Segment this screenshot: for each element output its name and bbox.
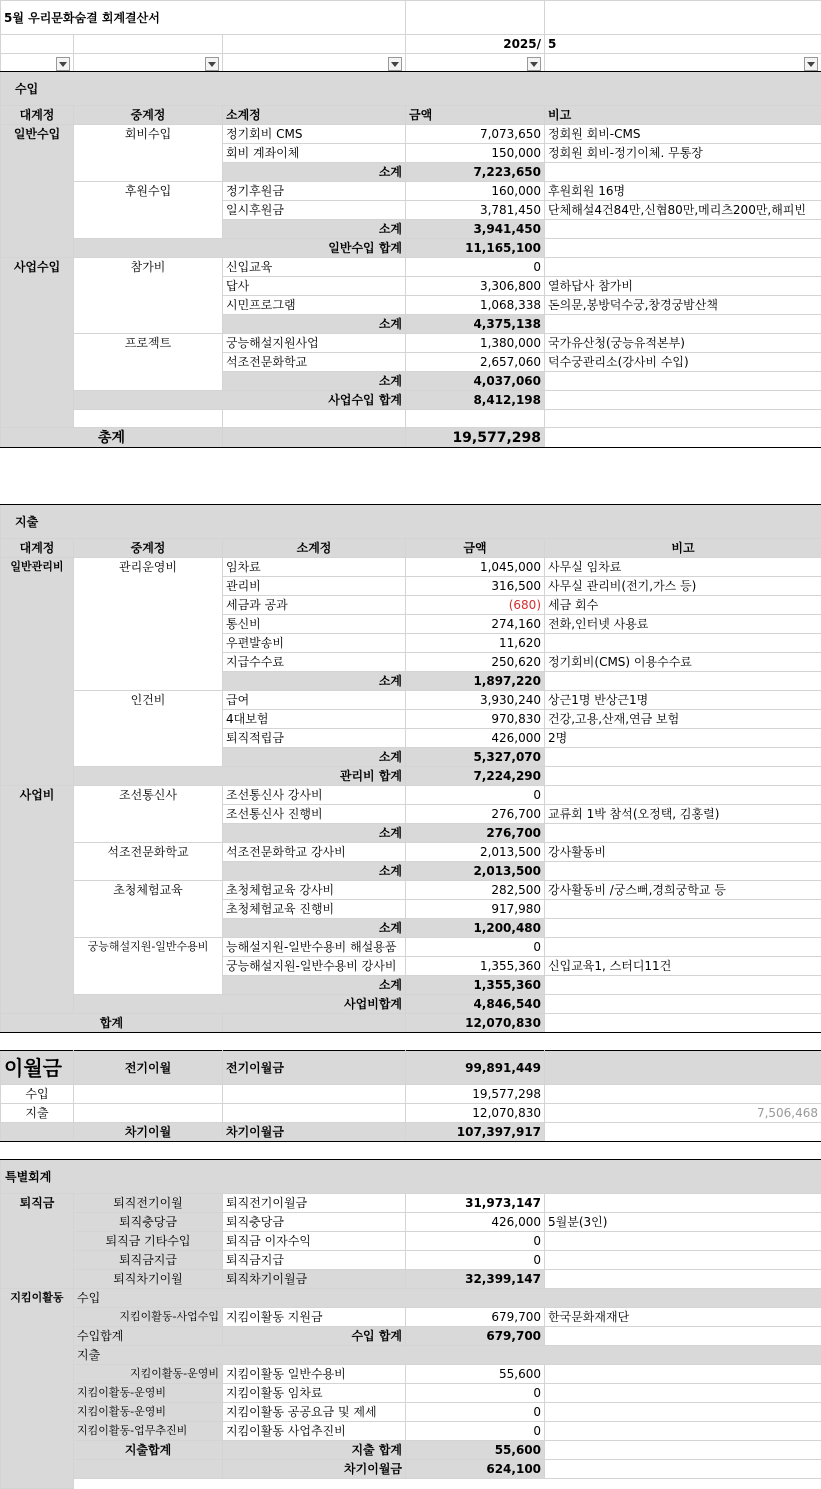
row-name: 지킴이활동 사업추진비 — [223, 1422, 406, 1441]
col-minor: 소계정 — [223, 106, 406, 125]
guardian-expense-sum-label: 지출 합계 — [223, 1441, 406, 1460]
row-note: 교류회 1박 참석(오정택, 김홍렬) — [545, 805, 821, 824]
row-name: 능해설지원-일반수용비 해설용품 — [223, 938, 406, 957]
row-note: 사무실 관리비(전기,가스 등) — [545, 577, 821, 596]
carry-income-label: 수입 — [1, 1085, 74, 1104]
filter-dropdown-icon[interactable] — [56, 57, 70, 71]
row-amount: 1,355,360 — [406, 957, 545, 976]
row-name: 일시후원금 — [223, 201, 406, 220]
row-name: 시민프로그램 — [223, 296, 406, 315]
row-mid: 퇴직금지급 — [74, 1251, 223, 1270]
row-amount: 150,000 — [406, 144, 545, 163]
col-amount: 금액 — [406, 106, 545, 125]
row-mid: 지킴이활동-운영비 — [74, 1403, 223, 1422]
row-amount: 970,830 — [406, 710, 545, 729]
col-note: 비고 — [545, 106, 821, 125]
grand-total-label: 총계 — [1, 428, 223, 448]
row-name: 퇴직전기이월금 — [223, 1194, 406, 1213]
carry-prev-name: 전기이월금 — [223, 1051, 406, 1085]
col-minor: 소계정 — [223, 539, 406, 558]
row-note — [545, 1194, 821, 1213]
income-section-title: 수입 — [1, 72, 821, 106]
col-mid: 중계정 — [74, 539, 223, 558]
col-major: 대계정 — [1, 106, 74, 125]
row-name: 정기후원금 — [223, 182, 406, 201]
subtotal-label: 소계 — [223, 315, 406, 334]
subtotal-label: 소계 — [223, 919, 406, 938]
filter-dropdown-icon[interactable] — [527, 57, 541, 71]
row-amount: 426,000 — [406, 1213, 545, 1232]
subtotal-label: 소계 — [223, 748, 406, 767]
row-note: 강사활동비 — [545, 843, 821, 862]
row-name: 답사 — [223, 277, 406, 296]
special-section-title: 특별회계 — [1, 1160, 821, 1194]
row-name: 세금과 공과 — [223, 596, 406, 615]
row-note: 강사활동비 /궁스뻐,경희궁학교 등 — [545, 881, 821, 900]
row-amount: 3,306,800 — [406, 277, 545, 296]
row-name: 통신비 — [223, 615, 406, 634]
row-note: 상근1명 반상근1명 — [545, 691, 821, 710]
row-name: 궁능해설지원-일반수용비 강사비 — [223, 957, 406, 976]
mid-operations: 관리운영비 — [74, 558, 223, 691]
row-note: 열하답사 참가비 — [545, 277, 821, 296]
row-amount: 2,013,500 — [406, 843, 545, 862]
row-note — [545, 900, 821, 919]
total-label: 사업비합계 — [74, 995, 406, 1014]
row-note: 돈의문,봉방덕수궁,창경궁밤산책 — [545, 296, 821, 315]
mid-participation-fee: 참가비 — [74, 258, 223, 334]
row-name: 지킴이활동 지원금 — [223, 1308, 406, 1327]
mid-project: 프로젝트 — [74, 334, 223, 391]
row-amount: 32,399,147 — [406, 1270, 545, 1289]
mid-stone-hall-school: 석조전문화학교 — [74, 843, 223, 881]
row-note: 신입교육1, 스터디11건 — [545, 957, 821, 976]
mid-palace-guide-support: 궁능해설지원-일반수용비 — [74, 938, 223, 995]
row-amount: 160,000 — [406, 182, 545, 201]
row-amount: 0 — [406, 258, 545, 277]
guardian-income-heading: 수입 — [74, 1289, 821, 1308]
row-amount: 274,160 — [406, 615, 545, 634]
filter-dropdown-icon[interactable] — [388, 57, 402, 71]
carry-section-title: 이월금 — [1, 1051, 74, 1085]
row-mid: 퇴직금 기타수입 — [74, 1232, 223, 1251]
subtotal-amount: 1,897,220 — [406, 672, 545, 691]
row-amount: 250,620 — [406, 653, 545, 672]
report-month: 5 — [545, 35, 821, 54]
row-amount: 11,620 — [406, 634, 545, 653]
row-note — [545, 938, 821, 957]
carry-income-amount: 19,577,298 — [406, 1085, 545, 1104]
row-amount: 0 — [406, 938, 545, 957]
subtotal-amount: 7,223,650 — [406, 163, 545, 182]
row-name: 석조전문화학교 강사비 — [223, 843, 406, 862]
guardian-next-label: 차기이월금 — [223, 1460, 406, 1479]
row-name: 지킴이활동 공공요금 및 제세 — [223, 1403, 406, 1422]
report-year: 2025/ — [406, 35, 545, 54]
subtotal-label: 소계 — [223, 163, 406, 182]
row-mid: 퇴직전기이월 — [74, 1194, 223, 1213]
row-name: 급여 — [223, 691, 406, 710]
column-header-row — [1, 539, 821, 558]
row-name: 퇴직적립금 — [223, 729, 406, 748]
row-mid: 퇴직차기이월 — [74, 1270, 223, 1289]
carry-next-name: 차기이월금 — [223, 1123, 406, 1142]
col-note: 비고 — [545, 539, 821, 558]
major-general-income: 일반수입 — [1, 125, 74, 258]
row-name: 초청체험교육 진행비 — [223, 900, 406, 919]
carry-next-amount: 107,397,917 — [406, 1123, 545, 1142]
guardian-expense-heading: 지출 — [74, 1346, 821, 1365]
guardian-income-sum-left: 수입합계 — [74, 1327, 223, 1346]
total-label: 사업수입 합계 — [74, 391, 406, 410]
subtotal-amount: 1,355,360 — [406, 976, 545, 995]
row-note: 세금 회수 — [545, 596, 821, 615]
mid-personnel: 인건비 — [74, 691, 223, 767]
row-note: 후원회원 16명 — [545, 182, 821, 201]
filter-dropdown-icon[interactable] — [804, 57, 818, 71]
major-guardian-activity: 지킴이활동 — [1, 1289, 74, 1489]
mid-invited-education: 초청체험교육 — [74, 881, 223, 938]
row-name: 조선통신사 진행비 — [223, 805, 406, 824]
row-note: 한국문화재재단 — [545, 1308, 821, 1327]
guardian-income-sum-amount: 679,700 — [406, 1327, 545, 1346]
row-name: 지킴이활동 임차료 — [223, 1384, 406, 1403]
row-amount: 1,045,000 — [406, 558, 545, 577]
row-note: 덕수궁관리소(강사비 수입) — [545, 353, 821, 372]
row-amount: 276,700 — [406, 805, 545, 824]
row-amount: 7,073,650 — [406, 125, 545, 144]
row-amount: 917,980 — [406, 900, 545, 919]
carry-prev-amount: 99,891,449 — [406, 1051, 545, 1085]
row-mid: 퇴직충당금 — [74, 1213, 223, 1232]
subtotal-amount: 3,941,450 — [406, 220, 545, 239]
guardian-expense-sum-left: 지출합계 — [74, 1441, 223, 1460]
row-note: 단체해설4건84만,신협80만,메리츠200만,해피빈 — [545, 201, 821, 220]
row-name: 임차료 — [223, 558, 406, 577]
subtotal-label: 소계 — [223, 976, 406, 995]
carry-expense-amount: 12,070,830 — [406, 1104, 545, 1123]
subtotal-amount: 4,375,138 — [406, 315, 545, 334]
expense-grand-label: 합계 — [1, 1014, 223, 1033]
row-name: 회비 계좌이체 — [223, 144, 406, 163]
subtotal-amount: 2,013,500 — [406, 862, 545, 881]
row-note: 전화,인터넷 사용료 — [545, 615, 821, 634]
row-amount: 0 — [406, 1251, 545, 1270]
row-amount: 0 — [406, 1232, 545, 1251]
col-mid: 중계정 — [74, 106, 223, 125]
row-name: 4대보험 — [223, 710, 406, 729]
total-amount: 7,224,290 — [406, 767, 545, 786]
subtotal-amount: 276,700 — [406, 824, 545, 843]
total-label: 관리비 합계 — [74, 767, 406, 786]
col-amount: 금액 — [406, 539, 545, 558]
row-amount: 0 — [406, 1384, 545, 1403]
row-mid: 지킴이활동-사업수입 — [74, 1308, 223, 1327]
row-note: 2명 — [545, 729, 821, 748]
filter-dropdown-icon[interactable] — [205, 57, 219, 71]
total-label: 일반수입 합계 — [74, 239, 406, 258]
row-mid: 지킴이활동-운영비 — [74, 1365, 223, 1384]
row-note: 5월분(3인) — [545, 1213, 821, 1232]
row-amount: 679,700 — [406, 1308, 545, 1327]
major-retirement: 퇴직금 — [1, 1194, 74, 1289]
row-name: 석조전문화학교 — [223, 353, 406, 372]
row-mid: 지킴이활동-업무추진비 — [74, 1422, 223, 1441]
row-amount: 316,500 — [406, 577, 545, 596]
major-general-mgmt: 일반관리비 — [1, 558, 74, 786]
expense-section-title: 지출 — [1, 505, 821, 539]
row-note: 사무실 임차료 — [545, 558, 821, 577]
subtotal-amount: 5,327,070 — [406, 748, 545, 767]
row-amount: 3,781,450 — [406, 201, 545, 220]
row-amount: 31,973,147 — [406, 1194, 545, 1213]
row-amount: 2,657,060 — [406, 353, 545, 372]
page-title: 5월 우리문화숨결 회계결산서 — [1, 1, 406, 35]
row-amount: 0 — [406, 1403, 545, 1422]
row-name: 퇴직금 이자수익 — [223, 1232, 406, 1251]
guardian-income-sum-label: 수입 합계 — [223, 1327, 406, 1346]
row-note — [545, 1232, 821, 1251]
row-amount: 0 — [406, 786, 545, 805]
mid-donation-income: 후원수입 — [74, 182, 223, 239]
row-name: 우편발송비 — [223, 634, 406, 653]
carry-prev-label: 전기이월 — [74, 1051, 223, 1085]
row-name: 퇴직금지급 — [223, 1251, 406, 1270]
row-amount: 426,000 — [406, 729, 545, 748]
row-note — [545, 634, 821, 653]
guardian-expense-sum-amount: 55,600 — [406, 1441, 545, 1460]
row-note — [545, 258, 821, 277]
row-name: 퇴직차기이월금 — [223, 1270, 406, 1289]
row-name: 지급수수료 — [223, 653, 406, 672]
subtotal-label: 소계 — [223, 824, 406, 843]
subtotal-amount: 1,200,480 — [406, 919, 545, 938]
carry-next-label: 차기이월 — [74, 1123, 223, 1142]
row-amount: 55,600 — [406, 1365, 545, 1384]
row-name: 퇴직충당금 — [223, 1213, 406, 1232]
row-name: 정기회비 CMS — [223, 125, 406, 144]
row-name: 관리비 — [223, 577, 406, 596]
subtotal-label: 소계 — [223, 220, 406, 239]
row-name: 조선통신사 강사비 — [223, 786, 406, 805]
row-note: 정회원 회비-CMS — [545, 125, 821, 144]
major-business-income: 사업수입 — [1, 258, 74, 428]
carry-difference: 7,506,468 — [545, 1104, 821, 1123]
major-business-expense: 사업비 — [1, 786, 74, 1014]
row-amount: 3,930,240 — [406, 691, 545, 710]
row-name: 초청체험교육 강사비 — [223, 881, 406, 900]
total-amount: 8,412,198 — [406, 391, 545, 410]
guardian-next-amount: 624,100 — [406, 1460, 545, 1479]
row-name: 지킴이활동 일반수용비 — [223, 1365, 406, 1384]
row-note: 국가유산청(궁능유적본부) — [545, 334, 821, 353]
carry-expense-label: 지출 — [1, 1104, 74, 1123]
col-major: 대계정 — [1, 539, 74, 558]
mid-joseon-envoy: 조선통신사 — [74, 786, 223, 843]
row-note: 정기회비(CMS) 이용수수료 — [545, 653, 821, 672]
row-mid: 지킴이활동-운영비 — [74, 1384, 223, 1403]
row-amount: 1,068,338 — [406, 296, 545, 315]
column-header-row — [1, 106, 821, 125]
row-amount: 282,500 — [406, 881, 545, 900]
row-amount: 1,380,000 — [406, 334, 545, 353]
total-amount: 4,846,540 — [406, 995, 545, 1014]
subtotal-label: 소계 — [223, 672, 406, 691]
row-name: 궁능해설지원사업 — [223, 334, 406, 353]
row-name: 신입교육 — [223, 258, 406, 277]
subtotal-label: 소계 — [223, 372, 406, 391]
row-amount-negative: (680) — [406, 596, 545, 615]
row-amount: 0 — [406, 1422, 545, 1441]
grand-total-amount: 19,577,298 — [406, 428, 545, 448]
row-note: 건강,고용,산재,연금 보험 — [545, 710, 821, 729]
subtotal-label: 소계 — [223, 862, 406, 881]
total-amount: 11,165,100 — [406, 239, 545, 258]
subtotal-amount: 4,037,060 — [406, 372, 545, 391]
expense-grand-amount: 12,070,830 — [406, 1014, 545, 1033]
row-note — [545, 1251, 821, 1270]
row-note: 정회원 회비-정기이체. 무통장 — [545, 144, 821, 163]
row-note — [545, 786, 821, 805]
mid-fee-income: 회비수입 — [74, 125, 223, 182]
